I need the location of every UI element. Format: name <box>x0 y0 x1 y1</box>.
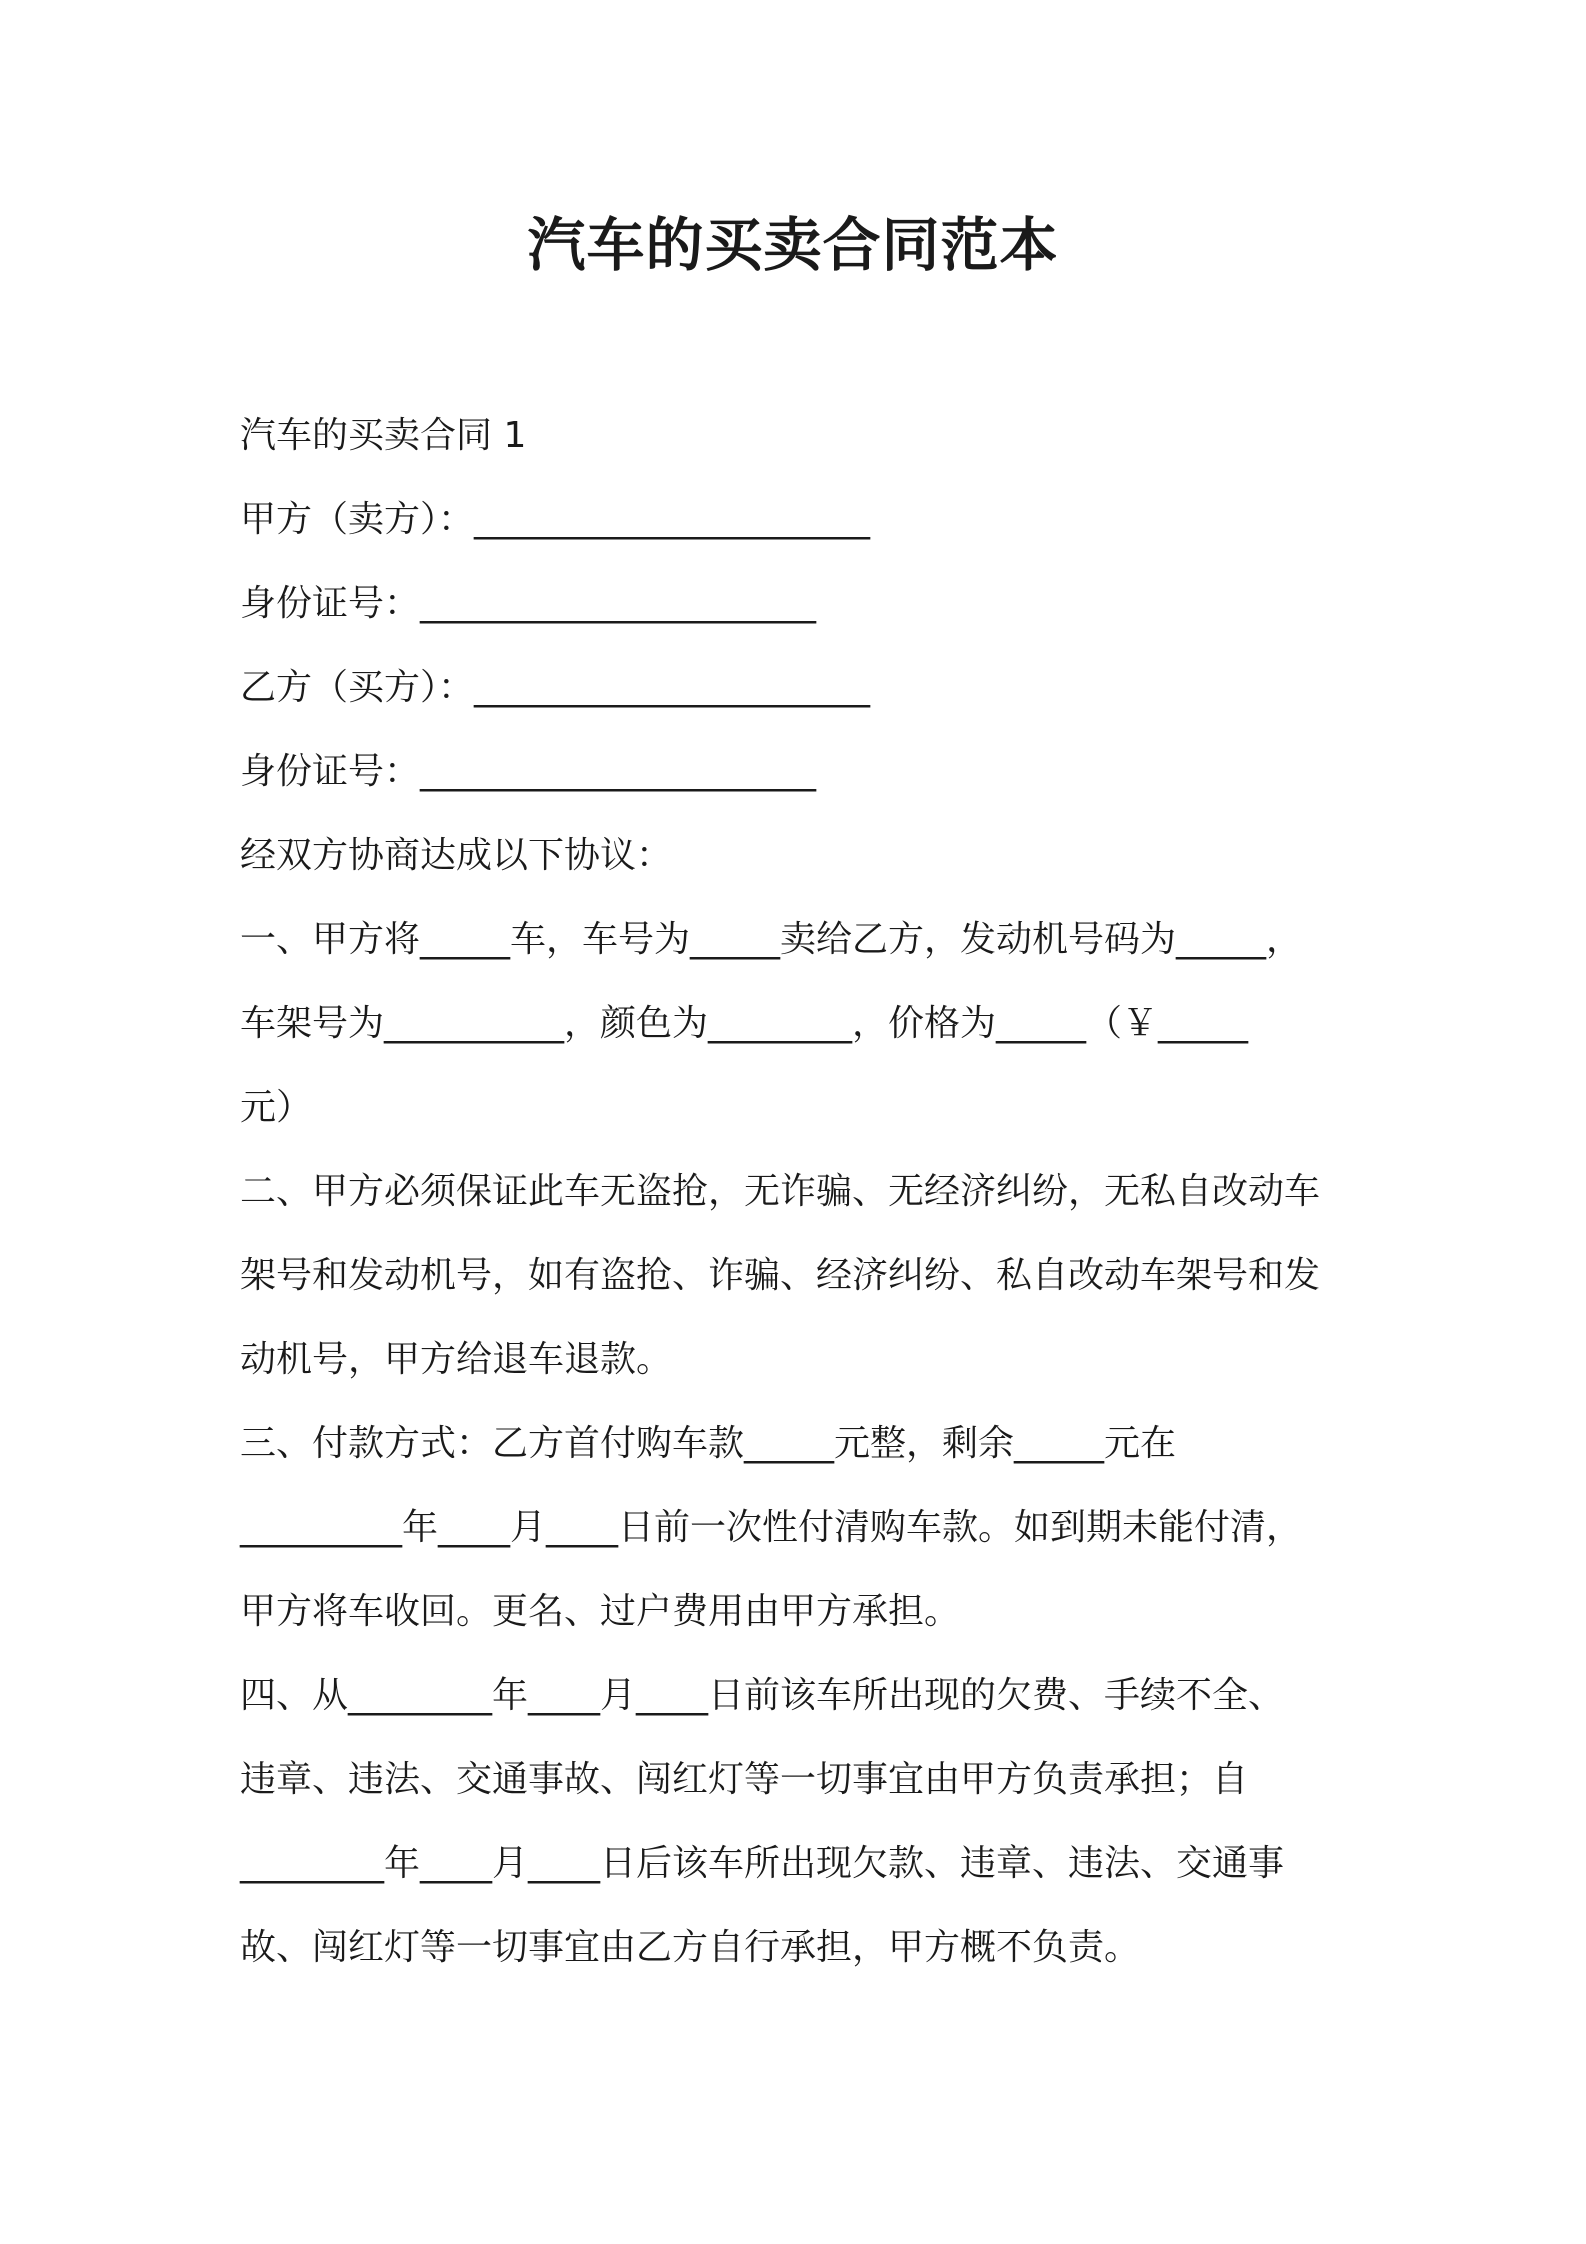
clause-2-line-2: 架号和发动机号，如有盗抢、诈骗、经济纠纷、私自改动车架号和发 <box>240 1255 1321 1296</box>
clause-2-line-3: 动机号，甲方给退车退款。 <box>240 1339 673 1380</box>
clause-4-line-2: 违章、违法、交通事故、闯红灯等一切事宜由甲方负责承担；自 <box>240 1759 1249 1800</box>
document-body <box>240 394 1380 1990</box>
clause-4-line-1: 四、从________年____月____日前该车所出现的欠费、手续不全、 <box>240 1675 1285 1716</box>
clause-3-line-3: 甲方将车收回。更名、过户费用由甲方承担。 <box>240 1591 961 1632</box>
agreement-intro: 经双方协商达成以下协议： <box>240 835 673 876</box>
clause-1-line-3: 元） <box>240 1087 313 1128</box>
clause-4-line-3: ________年____月____日后该车所出现欠款、违章、违法、交通事 <box>240 1843 1285 1884</box>
clause-3-line-2: _________年____月____日前一次性付清购车款。如到期未能付清， <box>240 1507 1303 1548</box>
contract-subtitle: 汽车的买卖合同 1 <box>240 415 527 456</box>
document-title: 汽车的买卖合同范本 <box>527 211 1059 279</box>
party-b-id-line: 身份证号：______________________ <box>240 751 817 792</box>
party-a-id-line: 身份证号：______________________ <box>240 583 817 624</box>
clause-1-line-2: 车架号为__________，颜色为________，价格为_____（￥_____ <box>240 1003 1249 1044</box>
clause-4-line-4: 故、闯红灯等一切事宜由乙方自行承担，甲方概不负责。 <box>240 1927 1141 1968</box>
clause-1-line-1: 一、甲方将_____车，车号为_____卖给乙方，发动机号码为_____， <box>240 919 1303 960</box>
clause-2-line-1: 二、甲方必须保证此车无盗抢，无诈骗、无经济纠纷，无私自改动车 <box>240 1171 1321 1212</box>
party-b-line: 乙方（买方）：______________________ <box>240 667 871 708</box>
clause-3-line-1: 三、付款方式：乙方首付购车款_____元整，剩余_____元在 <box>240 1423 1177 1464</box>
party-a-line: 甲方（卖方）：______________________ <box>240 499 871 540</box>
